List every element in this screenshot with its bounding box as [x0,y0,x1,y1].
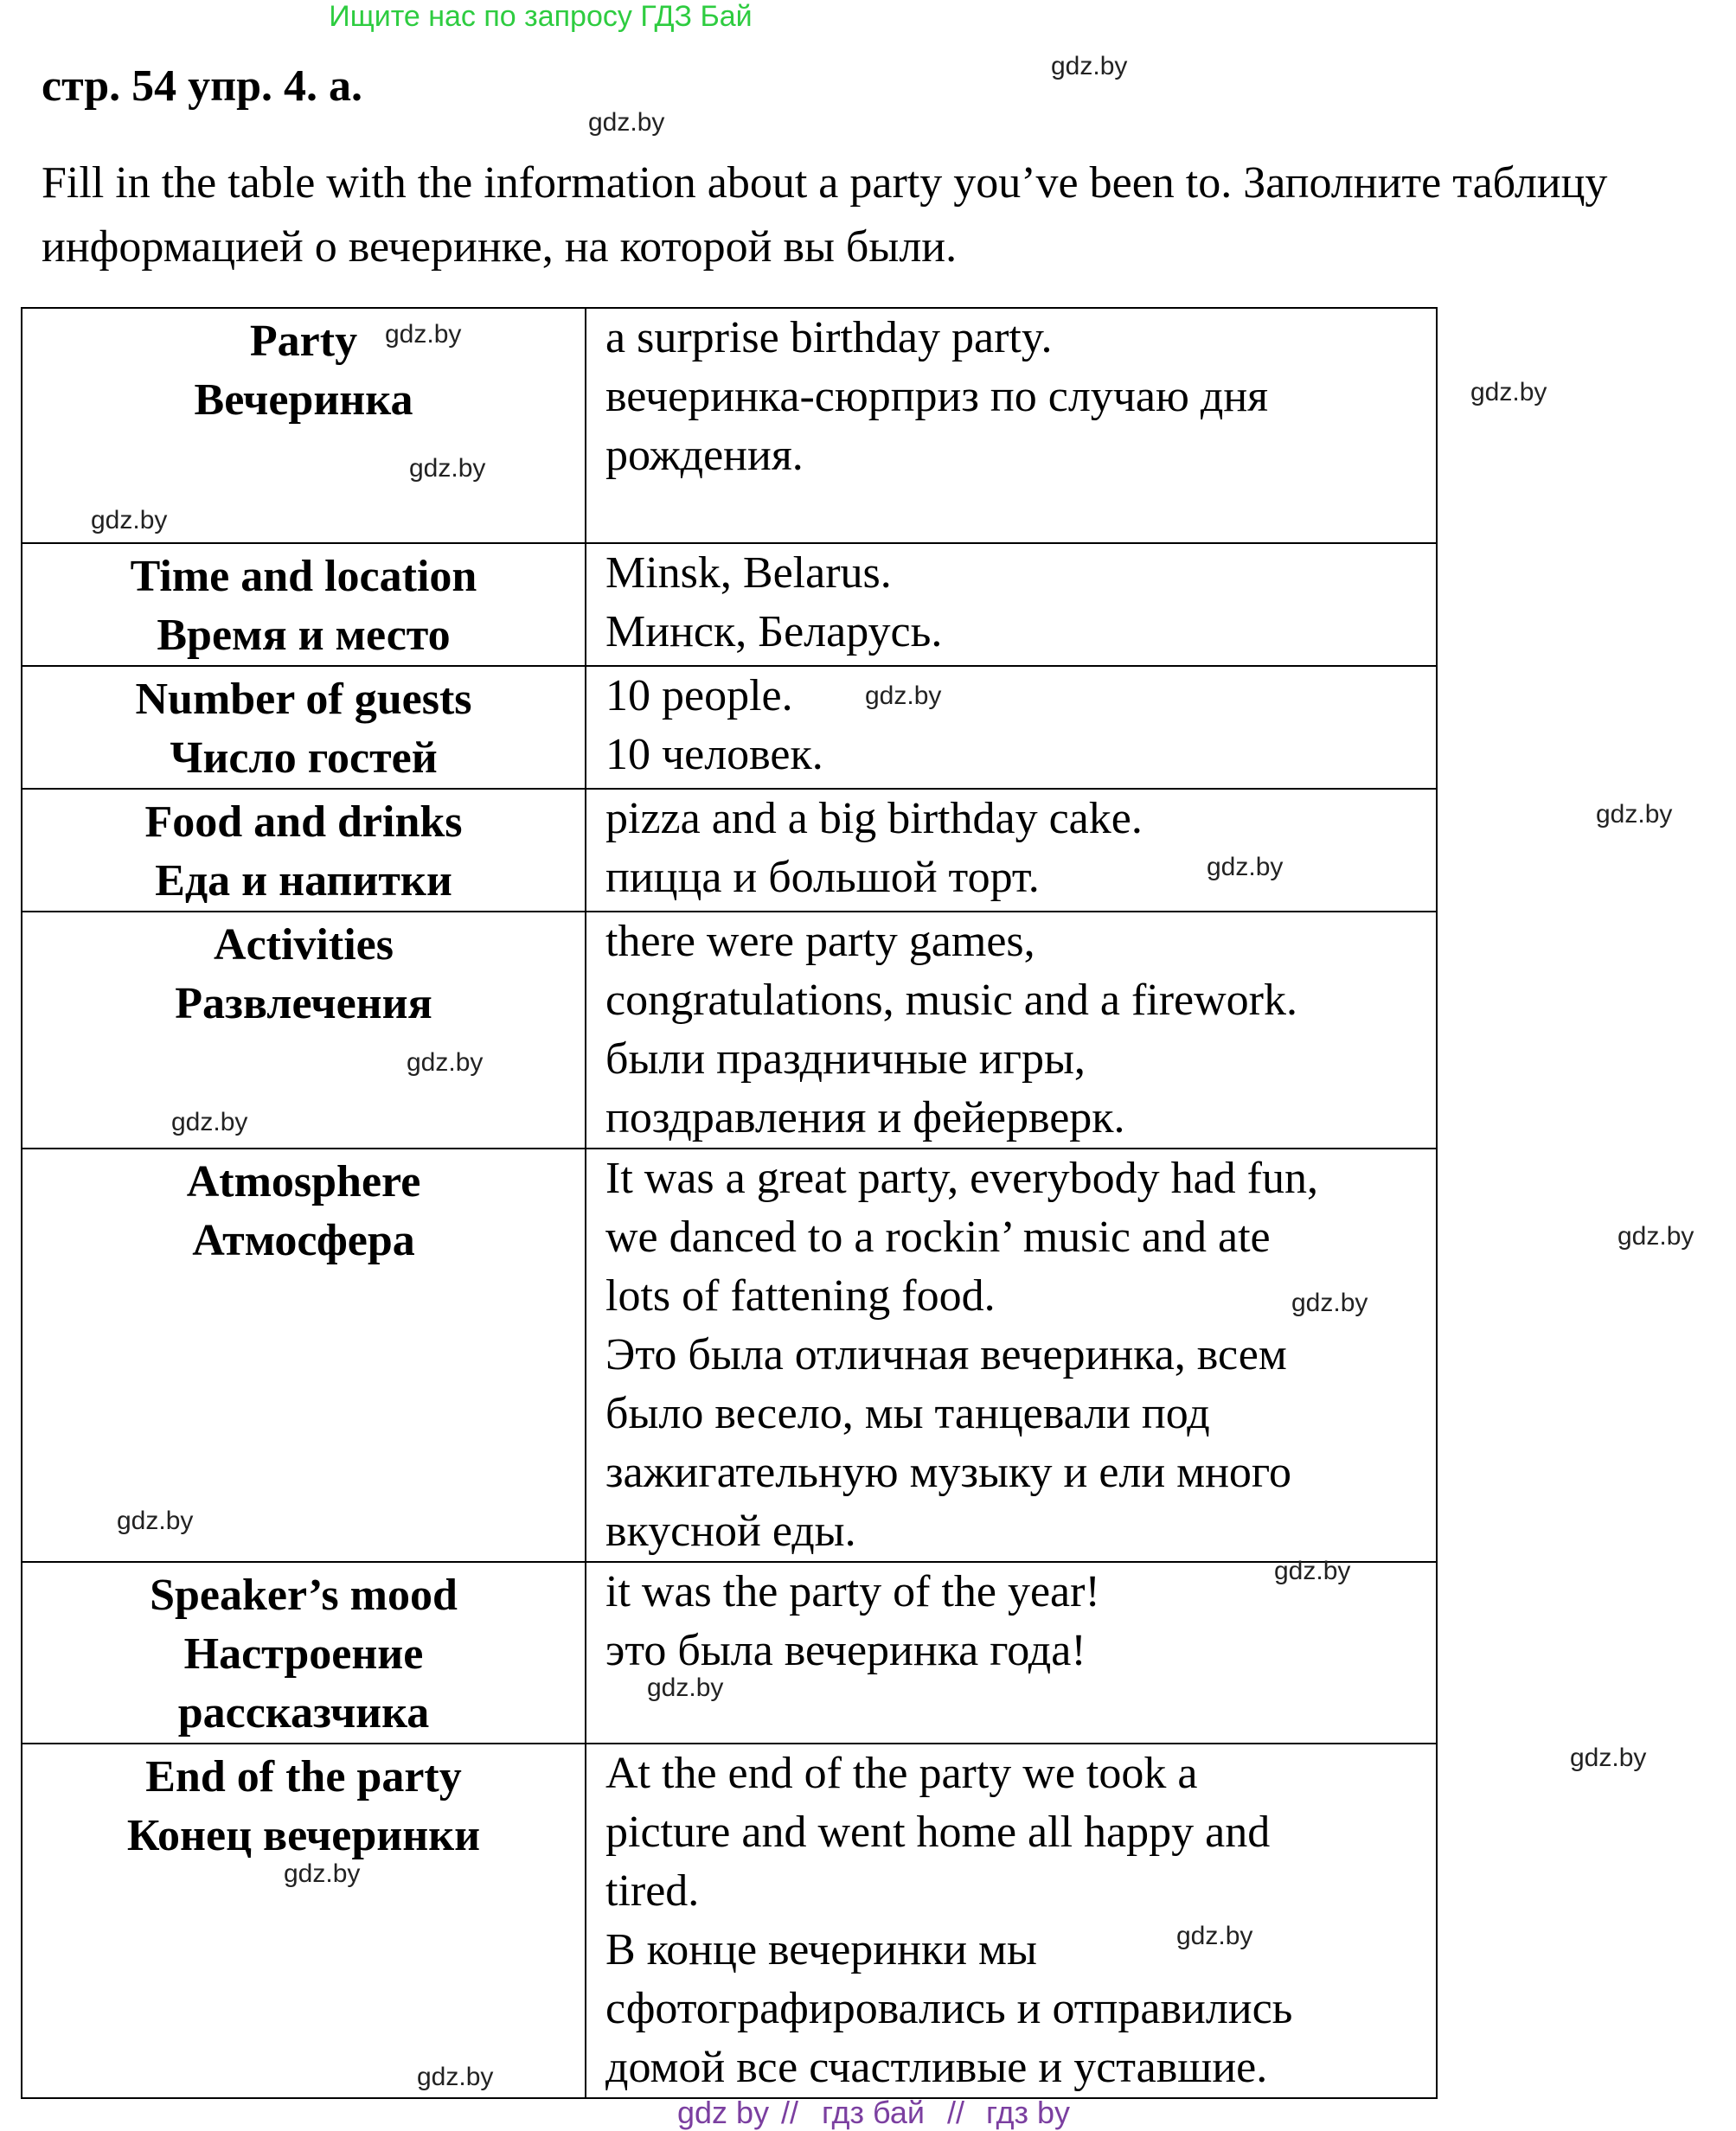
table-row [22,1744,1437,2098]
value-line: домой все счастливые и уставшие. [605,2043,1268,2092]
watermark: gdz.by [1274,1557,1351,1585]
value-line: congratulations, music and a firework. [605,976,1297,1025]
watermark: gdz.by [1470,378,1547,406]
value-line: tired. [605,1866,700,1916]
watermark: gdz.by [1570,1744,1647,1772]
watermark: gdz.by [865,682,942,710]
footer-separator: // [781,2095,799,2130]
watermark: gdz.by [284,1859,361,1888]
value-line: a surprise birthday party. [605,313,1053,362]
watermark: gdz.by [417,2063,494,2091]
value-line: это была вечеринка года! [605,1626,1086,1675]
row-label [22,543,586,666]
table-row [22,1562,1437,1744]
page-heading: стр. 54 упр. 4. a. [42,61,363,111]
label-en: Food and drinks [144,797,463,847]
table-row [22,789,1437,912]
table-row [22,1149,1437,1562]
value-line: сфотографировались и отправились [605,1984,1293,2033]
row-label [22,912,586,1149]
watermark: gdz.by [171,1108,248,1136]
row-label [22,1562,586,1744]
label-en: Atmosphere [186,1157,421,1206]
value-line: picture and went home all happy and [605,1808,1271,1857]
value-line: At the end of the party we took a [605,1749,1198,1798]
value-line: 10 человек. [605,730,823,779]
watermark: gdz.by [407,1048,484,1077]
label-ru: Вечеринка [194,375,413,425]
label-en: Party [249,317,358,366]
value-line: 10 people. [605,671,793,720]
label-ru: Конец вечеринки [126,1811,481,1860]
value-line: it was the party of the year! [605,1567,1100,1616]
top-banner: Ищите нас по запросу ГДЗ Бай [329,0,753,33]
footer-link-gdz-by[interactable]: gdz by [677,2095,770,2130]
value-line: вкусной еды. [605,1507,856,1556]
value-line: pizza and a big birthday cake. [605,794,1143,843]
watermark: gdz.by [385,320,462,349]
footer-link-gdz-by-ru[interactable]: гдз by [986,2095,1071,2130]
party-info-table [21,307,1438,2099]
footer-separator: // [947,2095,965,2130]
row-value [586,308,1437,543]
value-line: lots of fattening food. [605,1271,996,1321]
value-line: Minsk, Belarus. [605,548,892,598]
watermark: gdz.by [409,454,486,483]
row-value [586,543,1437,666]
label-ru: Развлечения [175,979,432,1028]
watermark: gdz.by [647,1673,724,1702]
watermark: gdz.by [588,108,665,137]
row-label [22,666,586,789]
watermark: gdz.by [1291,1289,1368,1317]
watermark: gdz.by [1207,853,1284,881]
label-ru: рассказчика [177,1688,430,1737]
row-label [22,1744,586,2098]
row-value [586,912,1437,1149]
value-line: вечеринка-сюрприз по случаю дня [605,372,1269,421]
watermark: gdz.by [1596,800,1673,829]
value-line: рождения. [605,431,804,480]
value-line: there were party games, [605,917,1035,966]
label-ru: Число гостей [170,733,438,783]
footer-link-gdz-bai[interactable]: гдз бай [822,2095,925,2130]
watermark: gdz.by [1176,1922,1253,1950]
table-row [22,543,1437,666]
label-en: Speaker’s mood [150,1571,458,1620]
value-line: зажигательную музыку и ели много [605,1448,1291,1497]
label-en: Time and location [130,552,477,601]
value-line: we danced to a rockin’ music and ate [605,1213,1271,1262]
task-instruction: Fill in the table with the information about a party you’ve been to. Заполните таблицу информацией о вечеринке, на которой вы были. [42,158,1608,272]
table-row [22,308,1437,543]
label-ru: Атмосфера [192,1216,415,1265]
row-label [22,789,586,912]
value-line: Это была отличная вечеринка, всем [605,1330,1287,1379]
watermark: gdz.by [1051,52,1128,80]
watermark: gdz.by [91,506,168,534]
label-en: Activities [214,920,394,970]
label-ru: Еда и напитки [155,856,452,906]
value-line: It was a great party, everybody had fun, [605,1154,1318,1203]
value-line: Минск, Беларусь. [605,607,943,656]
value-line: были праздничные игры, [605,1034,1086,1084]
watermark: gdz.by [117,1507,194,1535]
watermark: gdz.by [1617,1222,1694,1251]
value-line: В конце вечеринки мы [605,1925,1037,1974]
row-value [586,1744,1437,2098]
label-ru: Настроение [183,1629,424,1679]
row-value [586,1562,1437,1744]
row-value [586,789,1437,912]
value-line: было весело, мы танцевали под [605,1389,1210,1438]
row-value [586,666,1437,789]
table-row [22,666,1437,789]
value-line: пицца и большой торт. [605,853,1040,902]
row-label [22,1149,586,1562]
label-en: Number of guests [135,675,472,724]
label-en: End of the party [145,1752,462,1801]
label-ru: Время и место [157,611,451,660]
value-line: поздравления и фейерверк. [605,1093,1125,1142]
row-value [586,1149,1437,1562]
